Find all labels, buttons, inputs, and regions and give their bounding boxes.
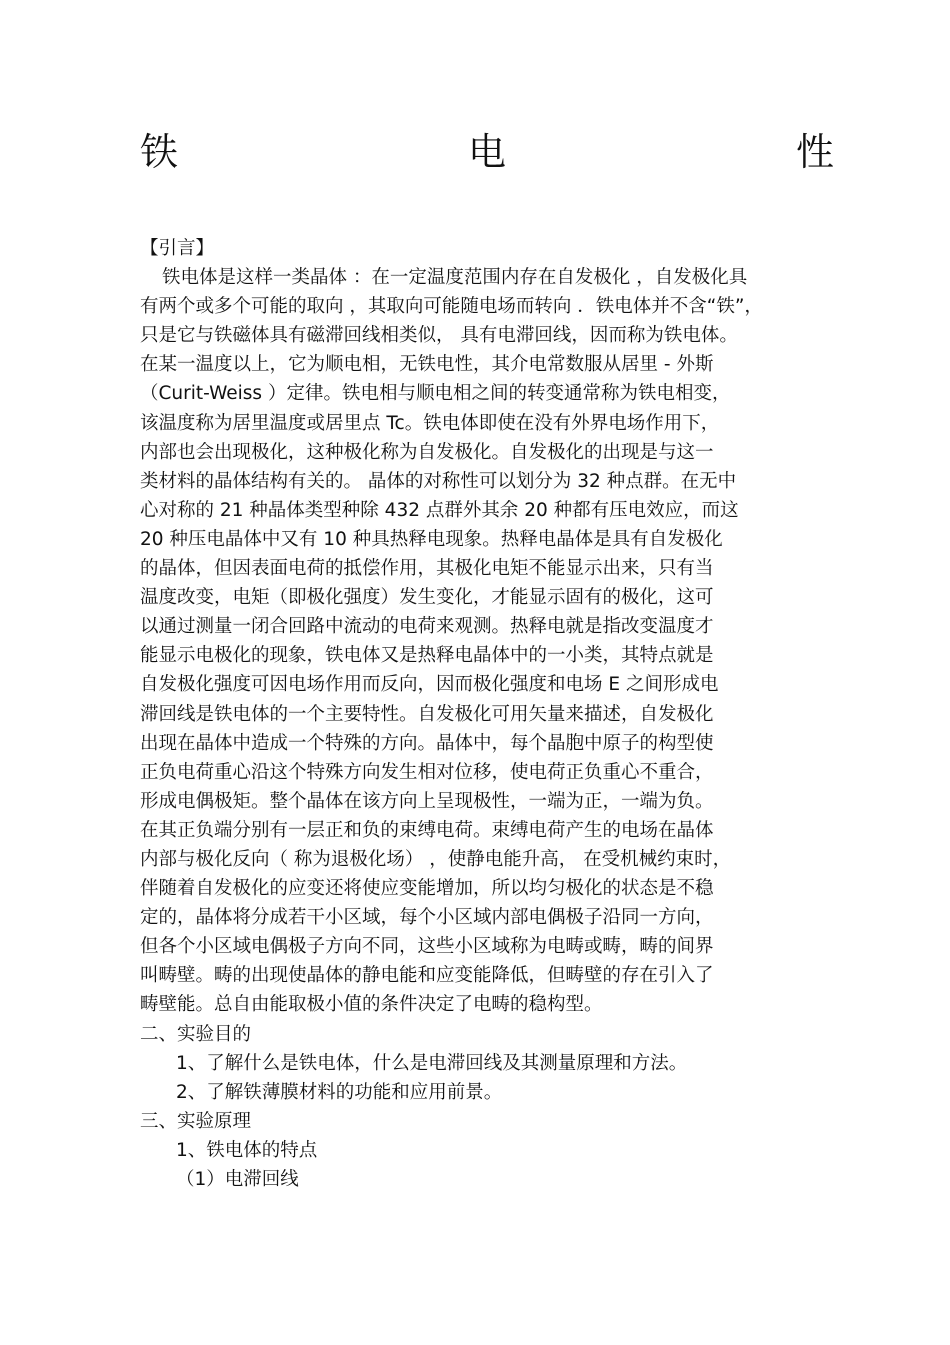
- intro-line: 以通过测量一闭合回路中流动的电荷来观测。热释电就是指改变温度才: [140, 616, 714, 638]
- principle-subheading: 1、铁电体的特点: [176, 1139, 318, 1161]
- intro-line: （Curit-Weiss ）定律。铁电相与顺电相之间的转变通常称为铁电相变，: [140, 383, 731, 405]
- intro-line: 心对称的 21 种晶体类型种除 432 点群外其余 20 种都有压电效应，而这: [140, 499, 739, 521]
- intro-line: 只是它与铁磁体具有磁滞回线相类似， 具有电滞回线，因而称为铁电体。: [140, 325, 738, 347]
- intro-line: 畴壁能。总自由能取极小值的条件决定了电畴的稳构型。: [140, 994, 603, 1016]
- intro-line: 在某一温度以上，它为顺电相，无铁电性，其介电常数服从居里 - 外斯: [140, 354, 714, 376]
- intro-line: 有两个或多个可能的取向 ，其取向可能随电场而转向 ．铁电体并不含“铁”，: [140, 296, 763, 318]
- intro-line: 铁电体是这样一类晶体 ：在一定温度范围内存在自发极化 ，自发极化具: [162, 267, 748, 289]
- intro-line: 伴随着自发极化的应变还将使应变能增加，所以均匀极化的状态是不稳: [140, 878, 714, 900]
- intro-line: 但各个小区域电偶极子方向不同，这些小区域称为电畴或畴，畴的间界: [140, 936, 714, 958]
- objective-item-2: 2、了解铁薄膜材料的功能和应用前景。: [176, 1081, 503, 1103]
- principle-subsubheading: （1）电滞回线: [176, 1169, 299, 1190]
- intro-line: 内部与极化反向（ 称为退极化场） ，使静电能升高， 在受机械约束时，: [140, 848, 732, 870]
- intro-line: 在其正负端分别有一层正和负的束缚电荷。束缚电荷产生的电场在晶体: [140, 819, 714, 841]
- intro-line: 滞回线是铁电体的一个主要特性。自发极化可用矢量来描述，自发极化: [140, 703, 714, 725]
- intro-line: 类材料的晶体结构有关的。 晶体的对称性可以划分为 32 种点群。在无中: [140, 470, 737, 492]
- intro-line: 形成电偶极矩。整个晶体在该方向上呈现极性，一端为正，一端为负。: [140, 790, 714, 812]
- intro-line: 出现在晶体中造成一个特殊的方向。晶体中，每个晶胞中原子的构型使: [140, 732, 714, 754]
- intro-line: 叫畴壁。畴的出现使晶体的静电能和应变能降低，但畴壁的存在引入了: [140, 965, 714, 987]
- objective-item-1: 1、了解什么是铁电体，什么是电滞回线及其测量原理和方法。: [176, 1052, 688, 1074]
- intro-line: 20 种压电晶体中又有 10 种具热释电现象。热释电晶体是具有自发极化: [140, 528, 723, 550]
- intro-line: 内部也会出现极化，这种极化称为自发极化。自发极化的出现是与这一: [140, 441, 714, 463]
- section-2-heading: 二、实验目的: [140, 1023, 252, 1045]
- title-char-2: 电: [467, 130, 506, 174]
- intro-line: 该温度称为居里温度或居里点 Tc。铁电体即使在没有外界电场作用下，: [140, 412, 720, 434]
- intro-line: 的晶体，但因表面电荷的抵偿作用，其极化电矩不能显示出来，只有当: [140, 558, 714, 580]
- intro-line: 能显示电极化的现象，铁电体又是热释电晶体中的一小类，其特点就是: [140, 645, 714, 667]
- intro-line: 定的，晶体将分成若干小区域，每个小区域内部电偶极子沿同一方向，: [140, 907, 714, 929]
- intro-line: 自发极化强度可因电场作用而反向，因而极化强度和电场 E 之间形成电: [140, 674, 719, 696]
- section-3-heading: 三、实验原理: [140, 1110, 252, 1132]
- intro-line: 温度改变，电矩（即极化强度）发生变化，才能显示固有的极化，这可: [140, 587, 714, 609]
- title-char-3: 性: [795, 130, 834, 174]
- document-body: [140, 234, 840, 1194]
- intro-line: 正负电荷重心沿这个特殊方向发生相对位移，使电荷正负重心不重合，: [140, 761, 714, 783]
- title-char-1: 铁: [140, 130, 179, 174]
- intro-heading: 【引言】: [140, 238, 215, 259]
- page-title: [140, 128, 834, 176]
